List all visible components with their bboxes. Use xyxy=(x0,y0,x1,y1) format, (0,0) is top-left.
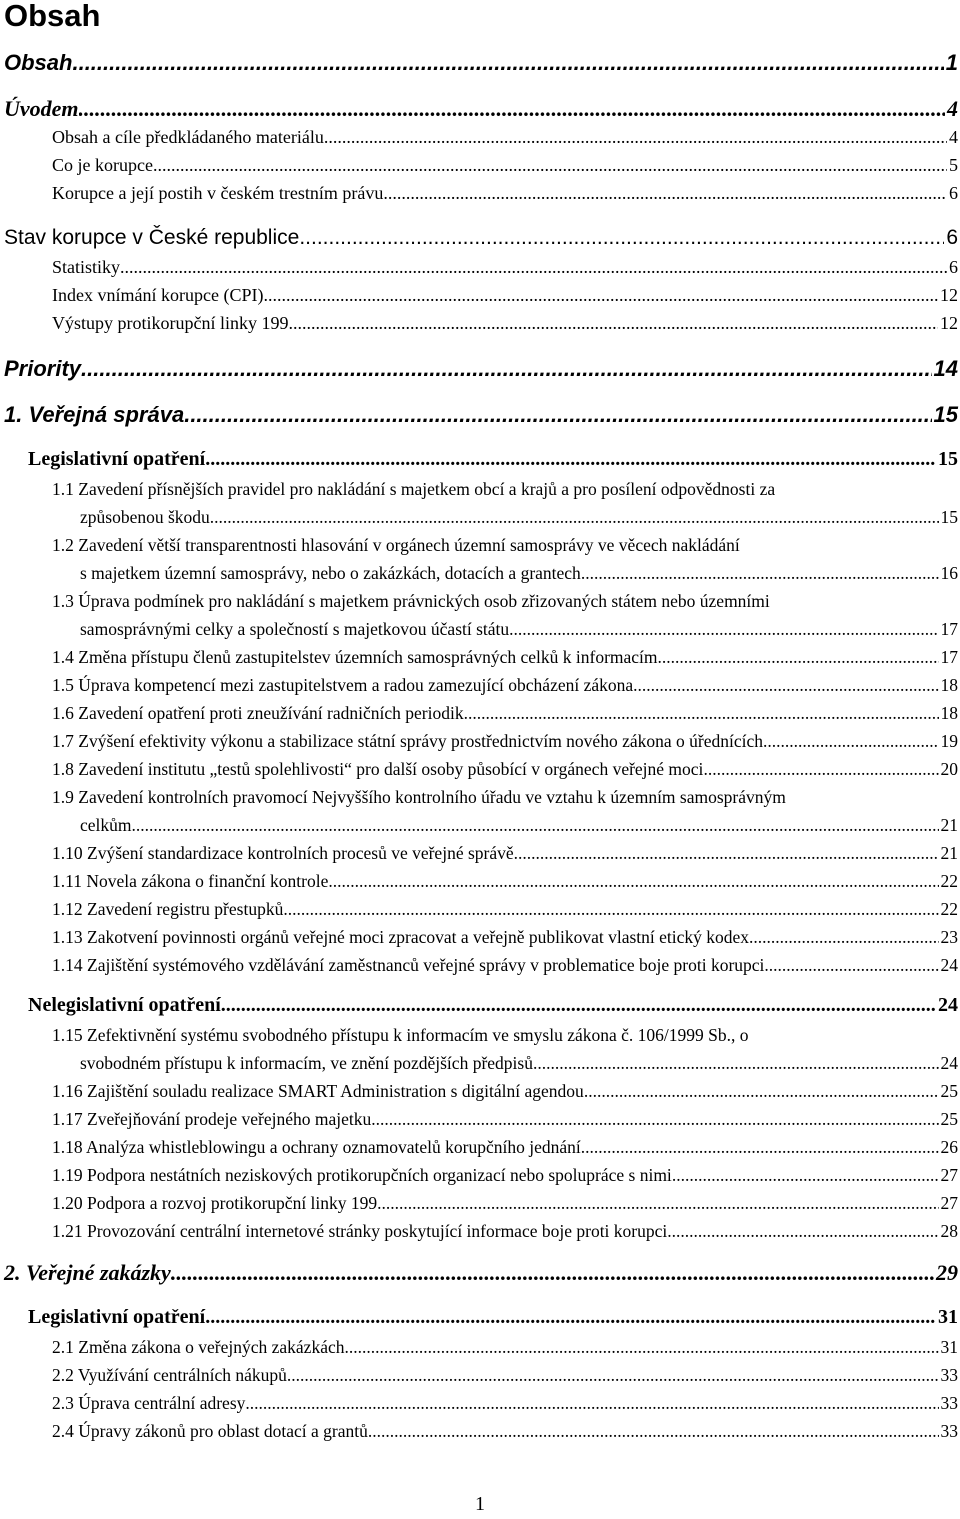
toc-entry-page: 26 xyxy=(940,1137,958,1157)
toc-entry-e1-8[interactable] xyxy=(52,759,958,779)
toc-entry-e1-4[interactable] xyxy=(52,647,958,667)
toc-entry-page: 1 xyxy=(945,50,958,75)
toc-entry-label: Obsah a cíle předkládaného materiálu xyxy=(52,127,324,147)
toc-entry-e2-2[interactable] xyxy=(52,1365,958,1385)
toc-entry-page: 31 xyxy=(938,1306,958,1328)
toc-entry-e1-11[interactable] xyxy=(52,871,958,891)
toc-entry-label: Co je korupce xyxy=(52,155,153,175)
toc-entry-stav-korupce[interactable] xyxy=(4,226,958,250)
toc-entry-e1-18[interactable] xyxy=(52,1137,958,1157)
toc-entry-label: Obsah xyxy=(4,50,73,75)
toc-entry-page: 33 xyxy=(940,1421,958,1441)
toc-leader-dots xyxy=(377,1193,938,1213)
toc-entry-label: 1. Veřejná správa xyxy=(4,402,185,427)
toc-entry-e1-5[interactable] xyxy=(52,675,958,695)
toc-entry-label: 1.4 Změna přístupu členů zastupitelstev územních samosprávných celků k informacím xyxy=(52,647,658,667)
toc-entry-page: 33 xyxy=(940,1393,958,1413)
toc-leader-dots xyxy=(584,1081,939,1101)
toc-entry-e1-1a[interactable]: 1.1 Zavedení přísnějších pravidel pro nakládání s majetkem obcí a krajů a pro posílení odpovědnosti za xyxy=(52,479,776,499)
toc-entry-e1-16[interactable] xyxy=(52,1081,958,1101)
toc-entry-label: s majetkem územní samosprávy, nebo o zakázkách, dotacích a grantech xyxy=(80,563,581,583)
toc-entry-page: 4 xyxy=(949,127,958,147)
toc-leader-dots xyxy=(184,402,931,427)
toc-entry-label: Legislativní opatření xyxy=(28,1306,206,1328)
toc-entry-label: Stav korupce v České republice xyxy=(4,226,300,249)
toc-leader-dots xyxy=(667,1221,938,1241)
toc-leader-dots xyxy=(132,815,939,835)
toc-leader-dots xyxy=(464,703,939,723)
toc-entry-korupce-postih[interactable] xyxy=(52,183,958,204)
page-title: Obsah xyxy=(4,0,101,33)
toc-entry-page: 5 xyxy=(949,155,958,175)
toc-entry-legis-1[interactable] xyxy=(28,448,958,471)
toc-entry-page: 24 xyxy=(938,994,958,1016)
toc-entry-vystupy-199[interactable] xyxy=(52,313,958,334)
toc-entry-label: samosprávnými celky a společností s majetkovou účastí státu xyxy=(80,619,510,639)
toc-entry-page: 15 xyxy=(940,507,958,527)
toc-entry-label: 1.18 Analýza whistleblowingu a ochrany oznamovatelů korupčního jednání xyxy=(52,1137,581,1157)
toc-entry-label: 1.8 Zavedení institutu „testů spolehlivosti“ pro další osoby působící v orgánech veřejné moci xyxy=(52,759,704,779)
toc-entry-e2-3[interactable] xyxy=(52,1393,958,1413)
toc-entry-co-je-korupce[interactable] xyxy=(52,155,958,176)
toc-entry-legis-2[interactable] xyxy=(28,1306,958,1329)
toc-leader-dots xyxy=(344,1337,938,1357)
toc-entry-e1-15a[interactable]: 1.15 Zefektivnění systému svobodného přístupu k informacím ve smyslu zákona č. 106/1999 Sb., o xyxy=(52,1025,749,1045)
toc-leader-dots xyxy=(581,563,939,583)
toc-entry-label: 1.17 Zveřejňování prodeje veřejného majetku xyxy=(52,1109,372,1129)
toc-leader-dots xyxy=(299,226,944,250)
toc-leader-dots xyxy=(289,313,939,334)
toc-entry-e1-13[interactable] xyxy=(52,927,958,947)
toc-entry-e2-4[interactable] xyxy=(52,1421,958,1441)
toc-entry-label: svobodném přístupu k informacím, ve znění pozdějších předpisů xyxy=(80,1053,533,1073)
toc-entry-label: 1.13 Zakotvení povinnosti orgánů veřejné moci zpracovat a veřejně publikovat vlastní etický kodex xyxy=(52,927,750,947)
toc-entry-page: 22 xyxy=(940,899,958,919)
toc-entry-page: 17 xyxy=(940,647,958,667)
toc-entry-e1-7[interactable] xyxy=(52,731,958,751)
toc-entry-e1-9a[interactable]: 1.9 Zavedení kontrolních pravomocí Nejvyššího kontrolního úřadu ve vztahu k územním samosprávným xyxy=(52,787,786,807)
toc-entry-label: 2.3 Úprava centrální adresy xyxy=(52,1393,246,1413)
toc-entry-page: 18 xyxy=(940,703,958,723)
toc-entry-label: Úvodem xyxy=(4,96,79,121)
toc-leader-dots xyxy=(763,731,939,751)
toc-entry-page: 6 xyxy=(949,183,958,203)
toc-leader-dots xyxy=(81,356,931,381)
toc-leader-dots xyxy=(509,619,938,639)
toc-entry-label: 1.10 Zvýšení standardizace kontrolních procesů ve veřejné správě xyxy=(52,843,514,863)
toc-entry-label: Legislativní opatření xyxy=(28,448,206,470)
toc-leader-dots xyxy=(658,647,939,667)
toc-entry-label: 1.12 Zavedení registru přestupků xyxy=(52,899,284,919)
toc-entry-page: 28 xyxy=(940,1221,958,1241)
toc-leader-dots xyxy=(672,1165,939,1185)
toc-entry-e1-2a[interactable]: 1.2 Zavedení větší transparentnosti hlasování v orgánech územní samosprávy ve věcech nakládání xyxy=(52,535,740,555)
toc-leader-dots xyxy=(703,759,938,779)
toc-entry-page: 19 xyxy=(940,731,958,751)
toc-entry-label: 2.1 Změna zákona o veřejných zakázkách xyxy=(52,1337,345,1357)
toc-entry-label: Korupce a její postih v českém trestním právu xyxy=(52,183,384,203)
toc-entry-page: 22 xyxy=(940,871,958,891)
toc-leader-dots xyxy=(749,927,938,947)
toc-entry-e2-1[interactable] xyxy=(52,1337,958,1357)
toc-entry-index-cpi[interactable] xyxy=(52,285,958,306)
toc-entry-label: Priority xyxy=(4,356,82,381)
toc-entry-label: 1.19 Podpora nestátních neziskových protikorupčních organizací nebo spolupráce s nimi xyxy=(52,1165,672,1185)
toc-leader-dots xyxy=(205,448,936,471)
toc-leader-dots xyxy=(371,1109,938,1129)
toc-entry-uvodem[interactable] xyxy=(4,96,958,121)
toc-entry-e1-14[interactable] xyxy=(52,955,958,975)
toc-entry-page: 29 xyxy=(936,1260,958,1285)
toc-entry-verejna-sprava[interactable] xyxy=(4,402,958,427)
toc-leader-dots xyxy=(328,871,938,891)
toc-entry-label: Statistiky xyxy=(52,257,121,277)
toc-entry-label: způsobenou škodu xyxy=(80,507,210,527)
toc-leader-dots xyxy=(581,1137,939,1157)
toc-entry-e1-1[interactable] xyxy=(80,507,958,527)
toc-leader-dots xyxy=(221,994,936,1017)
toc-entry-page: 12 xyxy=(940,285,958,305)
toc-entry-page: 16 xyxy=(940,563,958,583)
toc-entry-page: 24 xyxy=(940,955,958,975)
toc-entry-e1-10[interactable] xyxy=(52,843,958,863)
toc-leader-dots xyxy=(764,955,938,975)
toc-leader-dots xyxy=(120,257,947,278)
toc-entry-label: celkům xyxy=(80,815,132,835)
toc-entry-nelegis-1[interactable] xyxy=(28,994,958,1017)
toc-entry-page: 17 xyxy=(940,619,958,639)
page-number: 1 xyxy=(475,1493,485,1515)
toc-entry-label: 1.14 Zajištění systémového vzdělávání zaměstnanců veřejné správy v problematice boje proti korupci xyxy=(52,955,765,975)
toc-entry-page: 33 xyxy=(940,1365,958,1385)
toc-entry-label: Výstupy protikorupční linky 199 xyxy=(52,313,289,333)
toc-entry-label: 1.11 Novela zákona o finanční kontrole xyxy=(52,871,329,891)
toc-leader-dots xyxy=(263,285,938,306)
toc-leader-dots xyxy=(72,50,943,75)
toc-entry-label: 1.6 Zavedení opatření proti zneužívání radničních periodik xyxy=(52,703,464,723)
toc-entry-e1-19[interactable] xyxy=(52,1165,958,1185)
toc-entry-page: 12 xyxy=(940,313,958,333)
toc-entry-e1-2[interactable] xyxy=(80,563,958,583)
toc-entry-e1-3a[interactable]: 1.3 Úprava podmínek pro nakládání s majetkem právnických osob zřizovaných státem nebo územními xyxy=(52,591,770,611)
toc-entry-verejne-zakazky[interactable] xyxy=(4,1260,958,1285)
toc-leader-dots xyxy=(245,1393,938,1413)
toc-entry-e1-6[interactable] xyxy=(52,703,958,723)
toc-entry-label: 2.4 Úpravy zákonů pro oblast dotací a grantů xyxy=(52,1421,368,1441)
toc-entry-page: 24 xyxy=(940,1053,958,1073)
toc-entry-page: 15 xyxy=(938,448,958,470)
toc-entry-page: 20 xyxy=(940,759,958,779)
toc-leader-dots xyxy=(368,1421,939,1441)
toc-leader-dots xyxy=(79,96,945,121)
toc-entry-e1-3[interactable] xyxy=(80,619,958,639)
toc-leader-dots xyxy=(287,1365,939,1385)
toc-entry-priority[interactable] xyxy=(4,356,958,381)
toc-leader-dots xyxy=(633,675,938,695)
toc-leader-dots xyxy=(283,899,938,919)
toc-entry-page: 4 xyxy=(947,96,958,121)
toc-entry-page: 25 xyxy=(940,1081,958,1101)
toc-entry-e1-9[interactable] xyxy=(80,815,958,835)
toc-entry-e1-20[interactable] xyxy=(52,1193,958,1213)
toc-entry-page: 25 xyxy=(940,1109,958,1129)
toc-leader-dots xyxy=(533,1053,939,1073)
toc-entry-page: 18 xyxy=(940,675,958,695)
toc-entry-obsah[interactable] xyxy=(4,50,958,75)
toc-leader-dots xyxy=(205,1306,936,1329)
toc-entry-e1-17[interactable] xyxy=(52,1109,958,1129)
toc-entry-page: 31 xyxy=(940,1337,958,1357)
toc-entry-page: 21 xyxy=(940,815,958,835)
toc-entry-e1-15[interactable] xyxy=(80,1053,958,1073)
toc-entry-e1-12[interactable] xyxy=(52,899,958,919)
toc-entry-label: Index vnímání korupce (CPI) xyxy=(52,285,264,305)
toc-leader-dots xyxy=(171,1260,934,1285)
toc-entry-page: 21 xyxy=(940,843,958,863)
toc-entry-label: 2. Veřejné zakázky xyxy=(4,1260,171,1285)
toc-entry-label: 1.16 Zajištění souladu realizace SMART Administration s digitální agendou xyxy=(52,1081,584,1101)
toc-entry-statistiky[interactable] xyxy=(52,257,958,278)
toc-entry-page: 6 xyxy=(946,226,958,249)
toc-leader-dots xyxy=(153,155,947,176)
toc-leader-dots xyxy=(324,127,947,148)
toc-entry-obsah-cile[interactable] xyxy=(52,127,958,148)
toc-leader-dots xyxy=(383,183,947,204)
toc-entry-label: 1.20 Podpora a rozvoj protikorupční linky 199 xyxy=(52,1193,378,1213)
toc-entry-label: 2.2 Využívání centrálních nákupů xyxy=(52,1365,287,1385)
toc-entry-label: 1.21 Provozování centrální internetové stránky poskytující informace boje proti korupci xyxy=(52,1221,668,1241)
toc-leader-dots xyxy=(210,507,939,527)
toc-entry-page: 15 xyxy=(933,402,958,427)
toc-entry-page: 6 xyxy=(949,257,958,277)
toc-entry-e1-21[interactable] xyxy=(52,1221,958,1241)
toc-entry-page: 27 xyxy=(940,1193,958,1213)
toc-entry-page: 23 xyxy=(940,927,958,947)
toc-entry-page: 14 xyxy=(933,356,958,381)
toc-leader-dots xyxy=(514,843,939,863)
toc-entry-label: 1.7 Zvýšení efektivity výkonu a stabilizace státní správy prostřednictvím nového zákona o úřednících xyxy=(52,731,763,751)
toc-entry-page: 27 xyxy=(940,1165,958,1185)
toc-entry-label: 1.5 Úprava kompetencí mezi zastupitelstvem a radou zamezující obcházení zákona xyxy=(52,675,634,695)
toc-entry-label: Nelegislativní opatření xyxy=(28,994,221,1016)
